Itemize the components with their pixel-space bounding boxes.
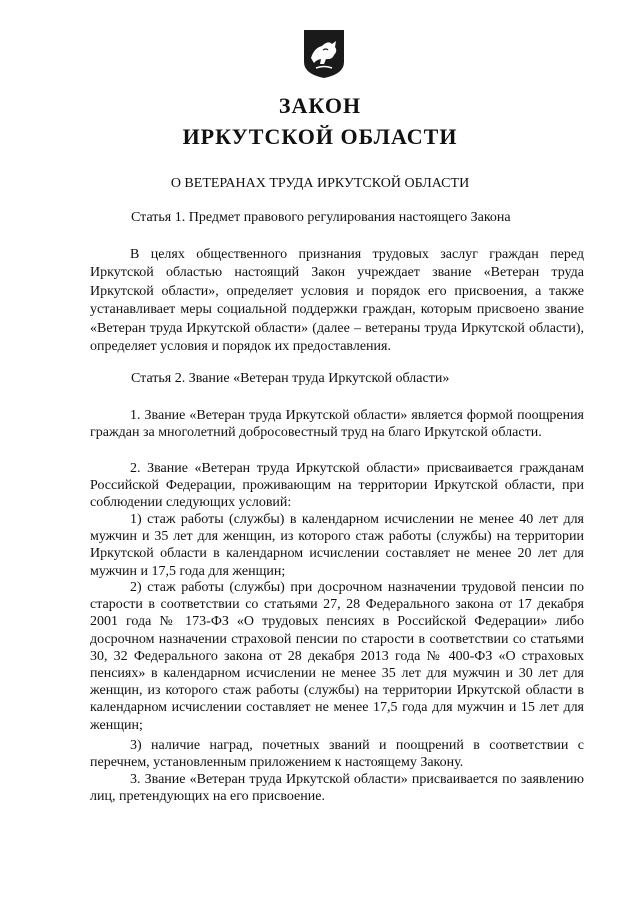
article-2-condition-3: 3) наличие наград, почетных званий и поощрений в соответствии с перечнем, установленным приложением к настоящему Закону. [90, 738, 584, 771]
article-1-heading: Статья 1. Предмет правового регулирования настоящего Закона [131, 210, 511, 225]
article-2-paragraph-2: 2. Звание «Ветеран труда Иркутской области» присваивается гражданам Российской Федерации, проживающим на территории Иркутской области, при соблюдении следующих условий: [90, 461, 584, 511]
article-2-condition-2: 2) стаж работы (службы) при досрочном назначении трудовой пенсии по старости в соответствии со статьями 27, 28 Федерального закона от 17 декабря 2001 года № 173-ФЗ «О трудовых пенсиях в Российской Федерации» либо досрочном назначении страховой пенсии по старости в соответствии со статьями 30, 32 Федерального закона от 28 декабря 2013 года № 400-ФЗ «О страховых пенсиях» в календарном исчислении не менее 35 лет для мужчин и 30 лет для женщин, из которого стаж работы (службы) на территории Иркутской области в календарном исчислении составляет не менее 17,5 года для мужчин и 15 лет для женщин; [90, 580, 584, 733]
article-2-condition-1: 1) стаж работы (службы) в календарном исчислении не менее 40 лет для мужчин и 35 лет для женщин, из которого стаж работы (службы) на территории Иркутской области в календарном исчислении составляет не менее 20 лет для мужчин и 17,5 года для женщин; [90, 512, 584, 579]
article-2-paragraph-3: 3. Звание «Ветеран труда Иркутской области» присваивается по заявлению лиц, претендующих на его присвоение. [90, 772, 584, 805]
law-subject: О ВЕТЕРАНАХ ТРУДА ИРКУТСКОЙ ОБЛАСТИ [170, 176, 470, 191]
article-2-heading: Статья 2. Звание «Ветеран труда Иркутской области» [131, 371, 450, 386]
law-region: ИРКУТСКОЙ ОБЛАСТИ [182, 124, 458, 149]
article-2-paragraph-1: 1. Звание «Ветеран труда Иркутской области» является формой поощрения граждан за многолетний добросовестный труд на благо Иркутской области. [90, 408, 584, 441]
law-title: ЗАКОН [278, 93, 362, 118]
coat-of-arms-icon [302, 28, 346, 80]
article-1-text: В целях общественного признания трудовых заслуг граждан перед Иркутской областью настоящий Закон учреждает звание «Ветеран труда Иркутской области», определяет условия и порядок его присвоения, а также устанавливает меры социальной поддержки граждан, которым присвоено звание «Ветеран труда Иркутской области» (далее – ветераны труда Иркутской области), определяет условия и порядок их предоставления. [90, 247, 584, 355]
